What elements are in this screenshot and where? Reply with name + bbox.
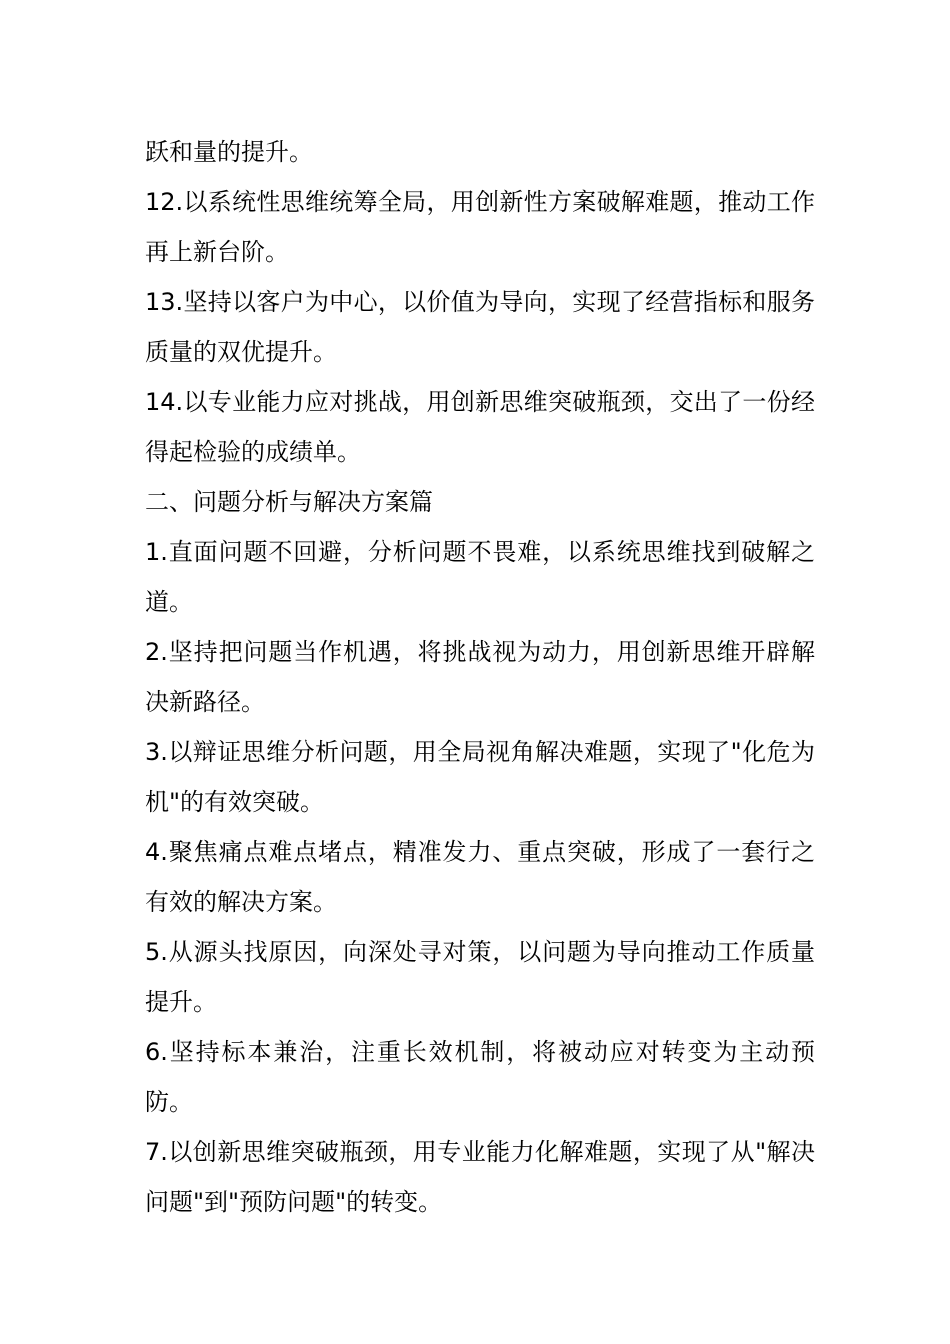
paragraph-item-7: 7.以创新思维突破瓶颈，用专业能力化解难题，实现了从"解决问题"到"预防问题"的转变。 xyxy=(145,1138,815,1216)
paragraph-item-1: 1.直面问题不回避，分析问题不畏难，以系统思维找到破解之道。 xyxy=(145,538,815,616)
paragraph-item-12: 12.以系统性思维统筹全局，用创新性方案破解难题，推动工作再上新台阶。 xyxy=(145,188,815,266)
paragraph-continuation: 跃和量的提升。 xyxy=(145,138,313,166)
paragraph-item-6: 6.坚持标本兼治，注重长效机制，将被动应对转变为主动预防。 xyxy=(145,1038,815,1116)
section-heading: 二、问题分析与解决方案篇 xyxy=(145,488,433,516)
paragraph-item-2: 2.坚持把问题当作机遇，将挑战视为动力，用创新思维开辟解决新路径。 xyxy=(145,638,815,716)
document-body xyxy=(145,127,815,1227)
paragraph-item-13: 13.坚持以客户为中心，以价值为导向，实现了经营指标和服务质量的双优提升。 xyxy=(145,288,815,366)
paragraph-item-4: 4.聚焦痛点难点堵点，精准发力、重点突破，形成了一套行之有效的解决方案。 xyxy=(145,838,815,916)
paragraph-item-3: 3.以辩证思维分析问题，用全局视角解决难题，实现了"化危为机"的有效突破。 xyxy=(145,738,815,816)
paragraph-item-14: 14.以专业能力应对挑战，用创新思维突破瓶颈，交出了一份经得起检验的成绩单。 xyxy=(145,388,815,466)
paragraph-item-5: 5.从源头找原因，向深处寻对策，以问题为导向推动工作质量提升。 xyxy=(145,938,815,1016)
